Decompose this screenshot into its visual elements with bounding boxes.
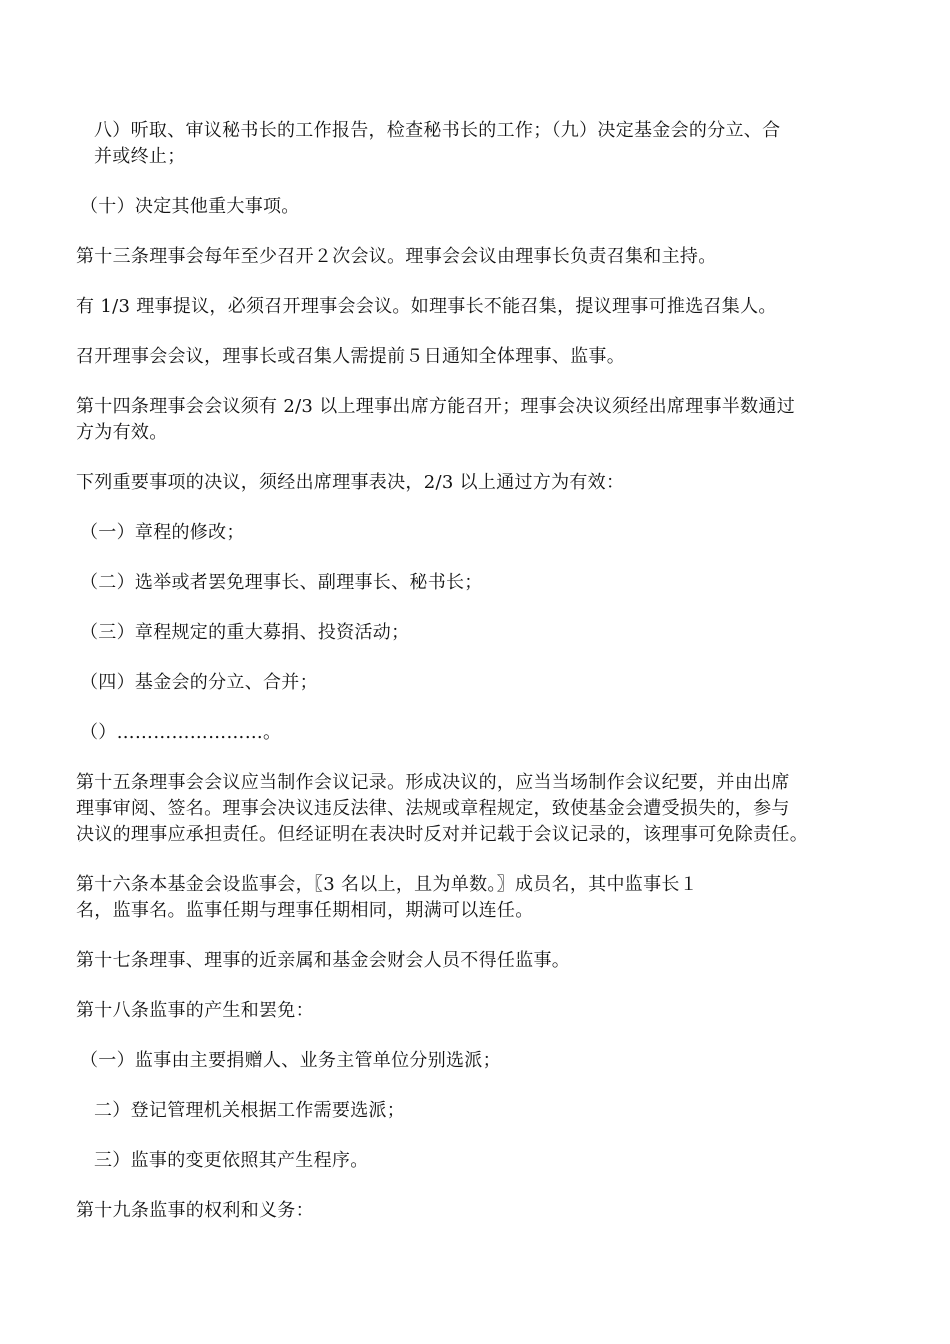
paragraph: [76, 470, 876, 496]
paragraph-line: 第十八条监事的产生和罢免：: [76, 1000, 314, 1021]
paragraph: [76, 394, 876, 446]
document-body: [76, 118, 876, 1248]
paragraph-line: （二）选举或者罢免理事长、副理事长、秘书长；: [80, 572, 483, 593]
paragraph-line: 召开理事会会议，理事长或召集人需提前５日通知全体理事、监事。: [76, 346, 625, 367]
paragraph: [76, 1198, 876, 1224]
paragraph-line: 第十五条理事会会议应当制作会议记录。形成决议的，应当当场制作会议纪要，并由出席: [76, 772, 790, 793]
paragraph: [76, 872, 876, 924]
paragraph: [76, 244, 876, 270]
paragraph-line: 方为有效。: [76, 422, 168, 443]
paragraph-line: 有 1/3 理事提议，必须召开理事会会议。如理事长不能召集，提议理事可推选召集人。: [76, 296, 777, 317]
paragraph-line: 第十四条理事会会议须有 2/3 以上理事出席方能召开；理事会决议须经出席理事半数通过: [76, 396, 796, 417]
paragraph-line: （三）章程规定的重大募捐、投资活动；: [80, 622, 410, 643]
paragraph-line: 下列重要事项的决议，须经出席理事表决，2/3 以上通过方为有效：: [76, 472, 625, 493]
paragraph: [76, 194, 876, 220]
paragraph-line: （）……………………。: [80, 722, 282, 743]
paragraph-line: 理事审阅、签名。理事会决议违反法律、法规或章程规定，致使基金会遭受损失的，参与: [76, 798, 790, 819]
paragraph: [76, 620, 876, 646]
paragraph: [76, 1098, 876, 1124]
paragraph-line: 八）听取、审议秘书长的工作报告，检查秘书长的工作；（九）决定基金会的分立、合: [94, 120, 781, 141]
paragraph-line: （十）决定其他重大事项。: [80, 196, 300, 217]
paragraph-line: 名，监事名。监事任期与理事任期相同，期满可以连任。: [76, 900, 534, 921]
paragraph: [76, 520, 876, 546]
paragraph: [76, 294, 876, 320]
paragraph: [76, 1148, 876, 1174]
paragraph: [76, 720, 876, 746]
paragraph-line: （一）章程的修改；: [80, 522, 245, 543]
paragraph: [76, 770, 876, 848]
paragraph-line: 第十九条监事的权利和义务：: [76, 1200, 314, 1221]
paragraph: [76, 118, 876, 170]
paragraph: [76, 344, 876, 370]
paragraph-line: 决议的理事应承担责任。但经证明在表决时反对并记载于会议记录的，该理事可免除责任。: [76, 824, 808, 845]
paragraph: [76, 998, 876, 1024]
paragraph-line: 并或终止；: [94, 146, 186, 167]
paragraph-line: 二）登记管理机关根据工作需要选派；: [94, 1100, 406, 1121]
paragraph: [76, 948, 876, 974]
paragraph-line: （一）监事由主要捐赠人、业务主管单位分别选派；: [80, 1050, 501, 1071]
paragraph-line: 第十七条理事、理事的近亲属和基金会财会人员不得任监事。: [76, 950, 571, 971]
paragraph: [76, 670, 876, 696]
paragraph: [76, 1048, 876, 1074]
paragraph-line: 三）监事的变更依照其产生程序。: [94, 1150, 369, 1171]
paragraph-line: 第十六条本基金会设监事会，〖3 名以上，且为单数。〗成员名，其中监事长１: [76, 874, 698, 895]
paragraph-line: 第十三条理事会每年至少召开２次会议。理事会会议由理事长负责召集和主持。: [76, 246, 717, 267]
paragraph: [76, 570, 876, 596]
paragraph-line: （四）基金会的分立、合并；: [80, 672, 318, 693]
